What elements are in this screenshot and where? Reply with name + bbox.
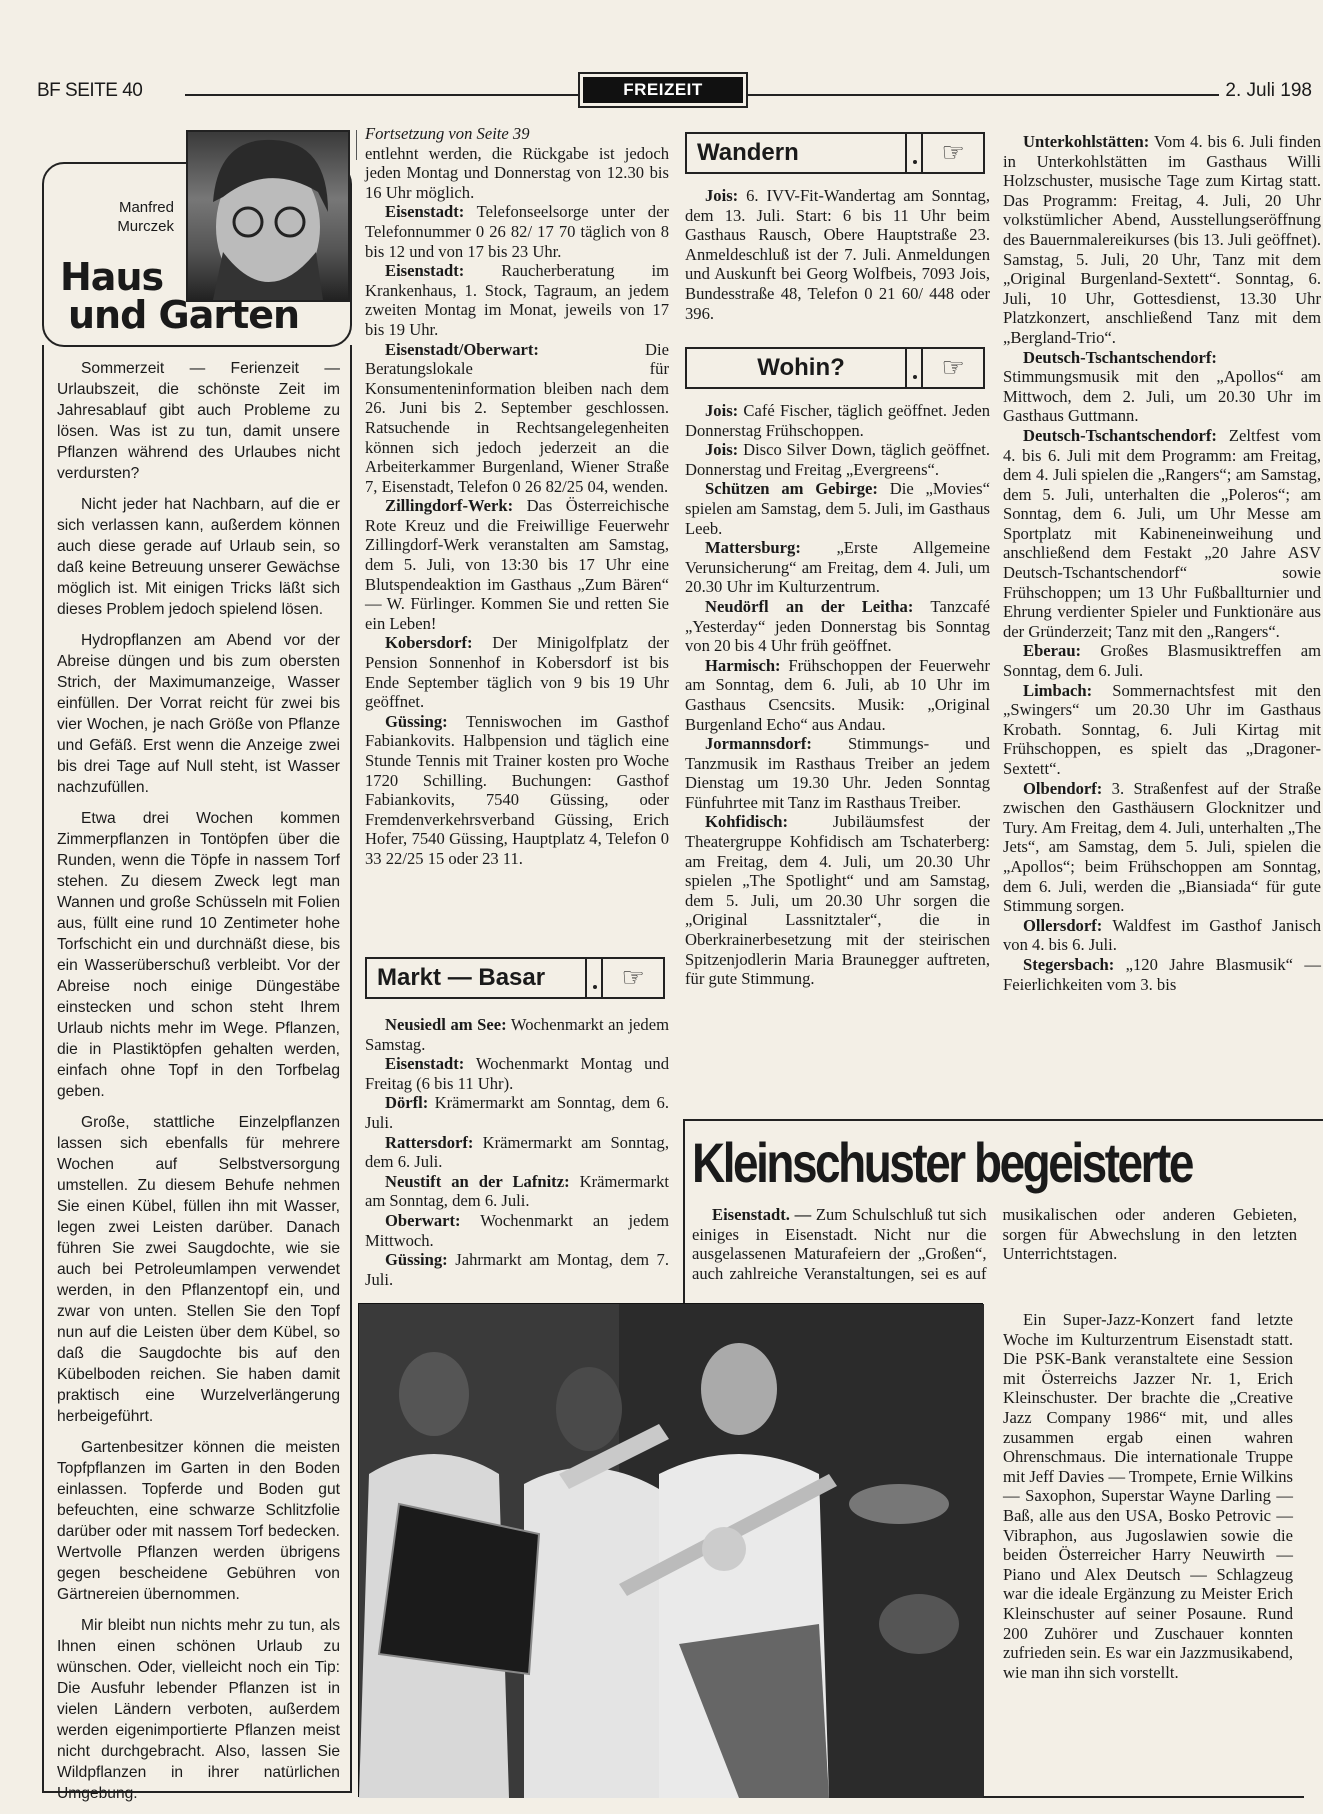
listing-item xyxy=(365,1054,669,1093)
article-body-clip xyxy=(1003,1310,1304,1790)
listing-item xyxy=(365,1211,669,1250)
listing-text: Die Beratungslokale für Konsumenteninformation bleiben nach dem 26. Juni bis 2. September geschlossen. Ratsuchende in Rechtsangelegenheiten können sich jedoch jederzeit an die Arbeiterkammer Burgenland, Wiener Straße 7, Eisenstadt, Telefon 0 26 82/25 04, wenden. xyxy=(365,339,669,496)
listing-item xyxy=(365,1172,669,1211)
listing-text: Zeltfest vom 4. bis 6. Juli mit dem Programm: am Freitag, dem 4. Juli spielen die „Rangers“; am Samstag, dem 5. Juli, unterhalten die „Poleros“; am Sonntag, dem 6. Juli, um Uhr Messe am Sportplatz mit Kabineneinweihung und anschließend dem Festakt „20 Jahre ASV Deutsch-Tschantschendorf“ sowie Frühschoppen; um 13 Uhr Fußballturnier und Ehrung verdienter Spieler und Funktionäre aus der Gründerzeit; Tanz mit den „Rangers“. xyxy=(1003,425,1321,641)
listing-item xyxy=(1003,132,1321,348)
listing-place: Eisenstadt/Oberwart: xyxy=(385,339,539,359)
continuation-note: Fortsetzung von Seite 39 xyxy=(365,124,530,143)
listing-item xyxy=(365,1015,669,1054)
listing-place: Jois: xyxy=(705,401,739,420)
listing-text: Café Fischer, täglich geöffnet. Jeden Donnerstag Frühschoppen. xyxy=(685,401,990,440)
listing-text: Stimmungsmusik mit den „Apollos“ am Mittwoch, dem 2. Juli, um 20.30 Uhr im Gasthaus Guttmann. xyxy=(1003,367,1321,426)
listing-item xyxy=(365,1133,669,1172)
section-label: FREIZEIT xyxy=(578,72,748,108)
listing-item xyxy=(1003,916,1321,955)
listing-place: Deutsch-Tschantschendorf: xyxy=(1023,347,1217,367)
column-paragraph: Mir bleibt nun nichts mehr zu tun, als Ihnen einen schönen Urlaub zu wünschen. Oder, vielleicht noch ein Tip: Die Ausfuhr lebender Pflanzen ist in vielen Ländern verboten, außerdem werden eigenimportierte Pflanzen meist nicht durchgebracht. Also, lassen Sie Wildpflanzen in ihrer natürlichen Umgebung. xyxy=(57,1617,340,1802)
section-header-wohin: Wohin? ☞ xyxy=(685,347,985,389)
listing-item xyxy=(685,656,990,734)
continued-lead: entlehnt werden, die Rückgabe ist jedoch jeden Montag und Donnerstag von 12.30 bis 16 Uhr möglich. xyxy=(365,143,669,202)
listing-text: Waldfest im Gasthof Janisch von 4. bis 6. Juli. xyxy=(1003,915,1321,955)
divider xyxy=(356,130,357,160)
listing-place: Schützen am Gebirge: xyxy=(705,479,878,499)
listing-place: Oberwart: xyxy=(385,1210,461,1230)
listing-item xyxy=(685,479,990,538)
listing-item xyxy=(685,186,990,323)
listing-item xyxy=(1003,426,1321,642)
listing-text: Krämermarkt am Sonntag, dem 6. Juli. xyxy=(365,1093,669,1132)
listing-item xyxy=(365,712,669,869)
column-paragraph: Hydropflanzen am Abend vor der Abreise düngen und bis zum obersten Strich, der Maximumanzeige, Wasser einfüllen. Der Vorrat reicht für zwei bis vier Wochen, je nach Größe von Pflanze und Gefäß. Erst wenn die Anzeige zwei bis drei Tage auf Null steht, ist Wasser nachzufüllen. xyxy=(57,632,340,796)
section-header-markt: Markt — Basar ☞ xyxy=(365,957,665,999)
bottom-rule xyxy=(983,1796,1304,1798)
listing-text: Frühschoppen der Feuerwehr am Sonntag, dem 6. Juli, ab 10 Uhr im Gasthaus Csencsits. Musik: „Original Burgenland Echo“ aus Andau. xyxy=(685,655,990,734)
pointing-hand-icon: ☞ xyxy=(621,963,645,993)
column-paragraph: Gartenbesitzer können die meisten Topfpflanzen im Garten in den Boden einlassen. Topferde und Boden gut befeuchten, eine schwarze Schlitzfolie darüber oder mit nassem Torf bedecken. Wertvolle Pflanzen werden übrigens gegen bescheidene Gebühren von Gärtnereien übernommen. xyxy=(57,1439,340,1603)
pointing-hand-icon: ☞ xyxy=(941,353,965,383)
listing-text: Wochenmarkt Montag und Freitag (6 bis 11 Uhr). xyxy=(365,1054,669,1093)
article-body: Ein Super-Jazz-Konzert fand letzte Woche im Kulturzentrum Eisenstadt statt. Die PSK-Bank veranstaltete eine Session mit Österreichs Jazzer Nr. 1, Erich Kleinschuster. Der brachte die „Creative Jazz Company 1986“ mit, und alles zusammen ergab einen wahren Ohrenschmaus. Die internationale Truppe mit Jeff Davies — Trompete, Ernie Wilkins — Saxophon, Superstar Wayne Darling — Baß, alle aus den USA, Bosko Petrovic — Vibraphon, aus Jugoslawien sowie die beiden Österreicher Harry Neuwirth — Piano und Alex Deutsch — Schlagzeug war die ideale Ergänzung zu Meister Erich Kleinschuster auf seiner Posaune. Rund 200 Zuhörer und Zuschauer konnten zufrieden sein. Es war ein Jazzmusikabend, wie man ihn sich vorstellt. xyxy=(1003,1310,1293,1682)
listing-place: Eisenstadt: xyxy=(385,1054,465,1074)
events-right-clip xyxy=(1003,132,1321,1092)
article-lead: Eisenstadt. — Zum Schulschluß tut sich einiges in Eisenstadt. Nicht nur die ausgelassenen Maturafeiern der „Großen“, auch zahlreiche Veranstaltungen, sei es auf musikalischen oder anderen Gebieten, sorgen für Abwechslung in den letzten Unterrichtstagen. xyxy=(692,1205,1297,1283)
listing-text: Telefonseelsorge unter der Telefonnummer 0 26 82/ 17 70 täglich von 8 bis 12 und von 17 bis 23 Uhr. xyxy=(365,202,669,261)
listing-item xyxy=(685,440,990,479)
listing-place: Harmisch: xyxy=(705,655,781,675)
wandern-list xyxy=(685,186,990,323)
listing-place: Zillingdorf-Werk: xyxy=(385,496,514,516)
listing-place: Neusiedl am See: xyxy=(385,1015,507,1034)
markt-list xyxy=(365,1015,669,1289)
column-body xyxy=(57,358,340,1814)
listing-item xyxy=(1003,779,1321,916)
article-headline: Kleinschuster begeisterte xyxy=(692,1131,1192,1194)
listing-place: Stegersbach: xyxy=(1023,954,1115,974)
column-paragraph: Nicht jeder hat Nachbarn, auf die er sich verlassen kann, außerdem können auch diese gerade auf Urlaub sein, so daß keine Betreuung unserer Gewächse möglich ist. Mit einigen Tricks läßt sich dieses Problem jedoch spielend lösen. xyxy=(57,496,340,618)
listing-text: Großes Blasmusiktreffen am Sonntag, dem 6. Juli. xyxy=(1003,641,1321,681)
listing-item xyxy=(365,633,669,711)
listing-text: „Erste Allgemeine Verunsicherung“ am Freitag, dem 4. Juli, um 20.30 Uhr im Kulturzentrum. xyxy=(685,538,990,597)
section-header-wandern: Wandern ☞ xyxy=(685,132,985,174)
listing-text: Krämermarkt am Sonntag, dem 6. Juli. xyxy=(365,1132,669,1172)
listing-item xyxy=(365,496,669,633)
listing-item xyxy=(685,812,990,988)
listing-place: Limbach: xyxy=(1023,680,1093,700)
pointing-hand-icon: ☞ xyxy=(941,138,965,168)
listing-text: Vom 4. bis 6. Juli finden in Unterkohlstätten im Gasthaus Willi Holzschuster, musische Tage zum Kirtag statt. Das Programm: Freitag, 4. Juli, 20 Uhr volkstümlicher Abend, Ausstellungseröffnung des Bauernmalereikurses (bis 13. Juli geöffnet). Samstag, 5. Juli, 20 Uhr, Tanz mit dem „Original Burgenland-Sextett“. Sonntag, 6. Juli, 10 Uhr, Gottesdienst, 13.30 Uhr Platzkonzert, anschließend Tanz mit dem „Bergland-Trio“. xyxy=(1003,132,1321,347)
listing-place: Jormannsdorf: xyxy=(705,734,812,754)
page-number: BF SEITE 40 xyxy=(37,80,143,101)
issue-date: 2. Juli 198 xyxy=(1219,80,1312,102)
listing-place: Dörfl: xyxy=(385,1093,429,1113)
listing-place: Güssing: xyxy=(385,711,448,731)
column-paragraph: Etwa drei Wochen kommen Zimmerpflanzen in Tontöpfen über die Runden, wenn die Töpfe in nassem Torf stehen. Zu diesem Zweck legt man Wannen und große Schüsseln mit Folien aus, füllt eine rund 10 Zentimeter hohe Torfschicht ein und durchnäßt diese, bis ein Wasserüberschuß verbleibt. Vor der Abreise noch einige Düngestäbe einstecken und schon steht Ihrem Urlaub nichts mehr im Wege. Pflanzen, die in Plastiktöpfen gehalten werden, einfach ohne Topf in den Torfbelag geben. xyxy=(57,810,340,1100)
listing-text: Sommernachtsfest mit den „Swingers“ um 20.30 Uhr im Gasthaus Krobath. Sonntag, 6. Juli Kirtag mit Frühschoppen, es spielt das „Dragoner-Sextett“. xyxy=(1003,680,1321,778)
listing-text: Tenniswochen im Gasthof Fabiankovits. Halbpension und täglich eine Stunde Tennis mit Trainer kosten pro Woche 1720 Schilling. Buchungen: Gasthof Fabiankovits, 7540 Güssing, oder Fremdenverkehrsverband Güssing, Erich Hofer, 7540 Güssing, Hauptplatz 4, Telefon 0 33 22/25 15 oder 23 11. xyxy=(365,711,669,868)
listing-text: 3. Straßenfest auf der Straße zwischen den Gasthäusern Glocknitzer und Tury. Am Freitag, dem 4. Juli, unterhalten „The Jets“, am Samstag, dem 5. Juli, spielen die „Apollos“; beim Frühschoppen am Sonntag, dem 6. Juli, werden die „Biansiada“ für gute Stimmung sorgen. xyxy=(1003,778,1321,916)
listing-text: Wochenmarkt an jedem Samstag. xyxy=(365,1015,669,1054)
listing-item xyxy=(1003,348,1321,426)
listing-text: Der Minigolfplatz der Pension Sonnenhof in Kobersdorf ist bis Ende September täglich von 9 bis 19 Uhr geöffnet. xyxy=(365,633,669,712)
column-paragraph: Sommerzeit — Ferienzeit — Urlaubszeit, die schönste Zeit im Jahresablauf gibt auch Probleme zu lösen. Was ist zu tun, damit unsere Pflanzen während des Urlaubes nicht verdursten? xyxy=(57,360,340,482)
listing-item xyxy=(365,1250,669,1289)
listing-text: Jahrmarkt am Montag, dem 7. Juli. xyxy=(365,1250,669,1289)
photo-image xyxy=(359,1304,984,1798)
listing-place: Unterkohlstätten: xyxy=(1023,132,1150,151)
dot-icon xyxy=(905,134,923,172)
listing-text: Jubiläumsfest der Theatergruppe Kohfidisch am Tschaterberg: am Freitag, dem 4. Juli, um 20.30 Uhr spielen „The Spotlight“ und am Samstag, dem 5. Juli, um 20.30 Uhr sorgen die „Original Lassnitztaler“, die in Oberkrainerbesetzung mit der steirischen Spitzenjodlerin Maria Braunegger auftreten, für gute Stimmung. xyxy=(685,812,990,989)
listing-item xyxy=(1003,641,1321,680)
listing-place: Eisenstadt: xyxy=(385,261,465,281)
listing-text: Tanzcafé „Yesterday“ jeden Donnerstag bis Sonntag von 20 bis 4 Uhr früh geöffnet. xyxy=(685,596,990,656)
column-paragraph: Große, stattliche Einzelpflanzen lassen sich ebenfalls für mehrere Wochen auf Selbstversorgung umstellen. Zu diesem Behufe nehmen Sie einen Kübel, füllen ihn mit Wasser, legen zwei Leisten darüber. Danach führen Sie zwei Saugdochte, wie sie auch bei Petroleumlampen verwendet werden, in den Pflanzentopf ein, und zwar von unten. Stellen Sie den Topf nun auf die Leisten über dem Kübel, so daß die Saugdochte bis auf den Kübelboden reichen. Sie haben damit praktisch eine Wurzelverlängerung herbeigeführt. xyxy=(57,1114,340,1425)
listing-place: Neustift an der Lafnitz: xyxy=(385,1171,570,1191)
listing-item xyxy=(365,202,669,261)
listing-place: Olbendorf: xyxy=(1023,778,1103,798)
article-lead-clip xyxy=(692,1205,1304,1305)
listing-item xyxy=(365,1093,669,1132)
listing-text: Krämermarkt am Sonntag, dem 6. Juli. xyxy=(365,1171,670,1211)
listing-place: Mattersburg: xyxy=(705,538,801,558)
dot-icon xyxy=(905,349,923,387)
listing-item xyxy=(685,401,990,440)
listing-place: Kohfidisch: xyxy=(705,812,788,832)
listing-text: Raucherberatung im Krankenhaus, 1. Stock, Tagraum, an jedem zweiten Montag im Monat, jeweils von 17 bis 19 Uhr. xyxy=(365,261,669,339)
dot-icon xyxy=(585,959,603,997)
column-title: Haus und Garten xyxy=(60,255,300,337)
wohin-list xyxy=(685,401,990,989)
listing-place: Güssing: xyxy=(385,1250,448,1270)
listing-item xyxy=(1003,681,1321,779)
author-name: Manfred Murczek xyxy=(117,199,174,235)
listing-text: Wochenmarkt an jedem Mittwoch. xyxy=(365,1210,669,1250)
events-right-list xyxy=(1003,132,1321,994)
listing-place: Rattersdorf: xyxy=(385,1132,474,1152)
listing-item xyxy=(685,734,990,812)
listing-item xyxy=(1003,955,1321,994)
listing-place: Jois: xyxy=(705,440,739,460)
listing-place: Neudörfl an der Leitha: xyxy=(705,596,914,616)
listing-place: Eisenstadt: xyxy=(385,202,465,222)
listing-item xyxy=(365,340,669,497)
listing-text: Disco Silver Down, täglich geöffnet. Donnerstag und Freitag „Evergreens“. xyxy=(685,440,990,479)
listing-text: Das Österreichische Rote Kreuz und die Freiwillige Feuerwehr Zillingdorf-Werk veranstalten am Samstag, dem 5. Juli, von 13:30 bis 17 Uhr eine Blutspendeaktion im Gasthaus „Zum Bären“ — W. Fürlinger. Kommen Sie und retten Sie ein Leben! xyxy=(365,496,669,633)
listing-item xyxy=(685,597,990,656)
listing-item xyxy=(365,261,669,339)
listing-text: „120 Jahre Blasmusik“ — Feierlichkeiten vom 3. bis xyxy=(1003,954,1321,994)
listing-item xyxy=(685,538,990,597)
listing-place: Jois: xyxy=(705,186,739,205)
notices-continued xyxy=(365,124,669,869)
listing-place: Ollersdorf: xyxy=(1023,915,1103,935)
listing-text: 6. IVV-Fit-Wandertag am Sonntag, dem 13. Juli. Start: 6 bis 11 Uhr beim Gasthaus Rausch, Obere Hauptstraße 23. Anmeldeschluß ist der 7. Juli. Anmeldungen und Auskunft bei Georg Wolfbeis, 7093 Jois, Bundesstraße 48, Telefon 0 21 60/ 448 oder 396. xyxy=(685,186,990,323)
listing-place: Deutsch-Tschantschendorf: xyxy=(1023,425,1217,445)
listing-text: Stimmungs- und Tanzmusik im Rasthaus Treiber an jedem Dienstag um 19.30 Uhr. Jeden Sonntag Fünfuhrtee mit Tanz im Rasthaus Treiber. xyxy=(685,734,990,812)
listing-text: Die „Movies“ spielen am Samstag, dem 5. Juli, im Gasthaus Leeb. xyxy=(685,479,990,538)
listing-place: Kobersdorf: xyxy=(385,633,473,653)
listing-place: Eberau: xyxy=(1023,641,1082,661)
jazz-band-photo xyxy=(358,1303,983,1797)
